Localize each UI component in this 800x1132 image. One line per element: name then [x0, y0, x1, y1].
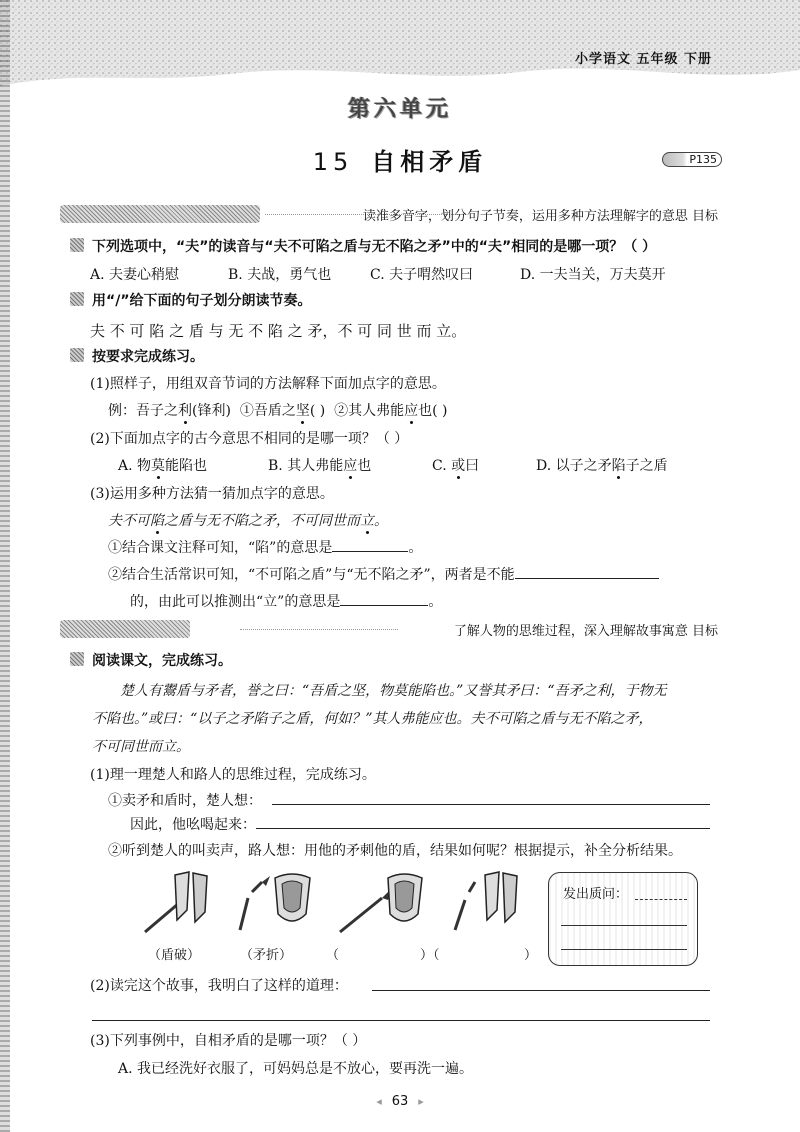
option-text: 子之盾 — [625, 458, 668, 474]
question-3-marker-icon — [70, 348, 84, 362]
right-arrows-icon: ▸ — [418, 1095, 424, 1108]
example-text: 例：吾子之 — [108, 403, 178, 419]
q3-part3-sentence — [108, 510, 388, 530]
dotted-char: 莫 — [151, 458, 166, 474]
spear-hits-shield-icon — [340, 874, 422, 932]
section-tag-icon — [60, 620, 190, 638]
prompt-text: 。 — [428, 594, 443, 610]
dotted-char: 立 — [360, 513, 374, 529]
unit-title: 第六单元 — [347, 97, 452, 122]
q4-part2-answer-line[interactable] — [372, 990, 710, 991]
question-1-marker-icon — [70, 238, 84, 252]
q4-part1-a-label: ①卖矛和盾时，楚人想： — [108, 793, 262, 809]
answer-blank[interactable] — [515, 564, 659, 579]
sentence-text: 之盾与无不陷之矛，不可同世而 — [164, 513, 360, 529]
q3-part2-option-a[interactable] — [118, 455, 207, 475]
both-broken-icon — [455, 872, 517, 930]
section-advanced-header — [60, 620, 718, 638]
dotted-char: 或 — [451, 458, 466, 474]
q3-part2-option-b[interactable] — [268, 455, 371, 475]
q4-part1-b-label: 因此，他吆喝起来： — [130, 817, 256, 833]
option-text: 曰 — [465, 458, 480, 474]
q3-part3-prompt: (3)运用多种方法猜一猜加点字的意思。 — [90, 486, 334, 502]
dotted-char: 陷 — [611, 458, 626, 474]
prompt-text: ②结合生活常识可知，“不可陷之盾”与“无不陷之矛”，两者是不能 — [108, 567, 515, 583]
answer-blank[interactable] — [561, 925, 687, 926]
q3-part3-a — [108, 537, 422, 557]
q3-part3-b — [108, 564, 659, 584]
q4-part2-prompt: (2)读完这个故事，我明白了这样的道理： — [90, 978, 348, 994]
section-basic-header — [60, 205, 718, 223]
broken-shield-icon — [145, 872, 207, 932]
caption-blank-mid[interactable]: ）（ — [420, 948, 440, 963]
q4-part1-c-label: ②听到楚人的叫卖声，路人想：用他的矛刺他的盾，结果如何呢？根据提示，补全分析结果。 — [108, 843, 682, 859]
dotted-char: 利 — [178, 403, 192, 419]
sentence-text: 夫不可 — [108, 513, 150, 529]
section-goal: 读准多音字，划分句子节奏，运用多种方法理解字的意思 目标 — [362, 209, 718, 224]
prompt-text: ①结合课文注释可知，“陷”的意思是 — [108, 540, 333, 556]
dotted-char: 应 — [343, 458, 358, 474]
q3-part2-prompt: (2)下面加点字的古今意思不相同的是哪一项？（ ） — [90, 431, 409, 447]
section-divider — [240, 629, 398, 630]
lesson-name: 自相矛盾 — [371, 148, 488, 176]
sentence-text: 。 — [374, 513, 388, 529]
question-3-stem: 按要求完成练习。 — [92, 349, 204, 365]
q3-part3-c — [130, 591, 442, 611]
option-text: 能陷也 — [165, 458, 208, 474]
book-label: 小学语文 五年级 下册 — [574, 52, 712, 67]
option-text: 也 — [357, 458, 372, 474]
passage-line-3: 不可同世而立。 — [92, 739, 190, 755]
question-4-marker-icon — [70, 652, 84, 666]
q3-part2-option-d[interactable] — [536, 455, 668, 475]
q1-option-b[interactable]: B. 夫战，勇气也 — [228, 267, 332, 283]
question-1-stem: 下列选项中，“夫”的读音与“夫不可陷之盾与无不陷之矛”中的“夫”相同的是哪一项？（ ） — [92, 239, 657, 255]
page-number — [0, 1094, 800, 1109]
q3-part1-prompt: (1)照样子，用组双音节词的方法解释下面加点字的意思。 — [90, 376, 446, 392]
answer-blank[interactable] — [561, 949, 687, 950]
q3-part2-option-c[interactable] — [432, 455, 479, 475]
question-box — [548, 872, 698, 966]
option-text: B. 其人弗能 — [268, 458, 344, 474]
caption-blank-open: （ — [326, 948, 340, 963]
question-2-stem: 用“/”给下面的句子划分朗读节奏。 — [92, 293, 312, 309]
q1-option-c[interactable]: C. 夫子喟然叹曰 — [370, 267, 474, 283]
lesson-number: 15 — [312, 148, 354, 176]
caption-blank-close: ） — [524, 948, 538, 963]
dotted-char: 坚 — [295, 403, 310, 419]
option-text: A. 物 — [118, 458, 152, 474]
item1-text: ①吾盾之 — [239, 403, 296, 419]
caption-shield-broken: （盾破） — [148, 948, 201, 963]
broken-spear-icon — [240, 874, 310, 930]
page-number-text: 63 — [391, 1094, 409, 1109]
q3-part1-example-row — [108, 400, 448, 420]
question-2-marker-icon — [70, 292, 84, 306]
q4-part1-a-answer-line[interactable] — [272, 804, 710, 805]
example-gloss: (锋利) — [192, 403, 231, 419]
item1-answer-blank[interactable]: ( ) — [309, 403, 326, 419]
section-tag-icon — [60, 205, 260, 223]
item2-answer-blank[interactable]: 也( ) — [418, 403, 448, 419]
question-box-label: 发出质问： — [563, 887, 629, 902]
dotted-char: 应 — [404, 403, 419, 419]
prompt-text: 。 — [408, 540, 423, 556]
answer-blank[interactable] — [340, 591, 428, 606]
question-4-stem: 阅读课文，完成练习。 — [92, 653, 232, 669]
q1-option-a[interactable]: A. 夫妻心稍慰 — [90, 267, 180, 283]
page-reference-badge: P135 — [662, 152, 722, 167]
left-arrows-icon: ◂ — [376, 1095, 382, 1108]
passage-line-2: 不陷也。”或曰：“以子之矛陷子之盾，何如？”其人弗能应也。夫不可陷之盾与无不陷之矛， — [92, 711, 653, 727]
q4-part1-prompt: (1)理一理楚人和路人的思维过程，完成练习。 — [90, 767, 376, 783]
prompt-text: 的，由此可以推测出“立”的意思是 — [130, 594, 341, 610]
option-text: D. 以子之矛 — [536, 458, 612, 474]
q4-part3-prompt: (3)下列事例中，自相矛盾的是哪一项？（ ） — [90, 1033, 367, 1049]
q1-option-d[interactable]: D. 一夫当关，万夫莫开 — [520, 267, 666, 283]
section-goal: 了解人物的思维过程，深入理解故事寓意 目标 — [453, 624, 718, 639]
dotted-char: 陷 — [150, 513, 164, 529]
q4-part3-option-a[interactable]: A. 我已经洗好衣服了，可妈妈总是不放心，要再洗一遍。 — [118, 1061, 474, 1077]
option-text: C. — [432, 458, 452, 474]
q4-part2-answer-line-2[interactable] — [92, 1020, 710, 1021]
spear-shield-illustrations — [135, 865, 555, 940]
answer-blank[interactable] — [332, 537, 408, 552]
answer-blank[interactable] — [635, 899, 687, 900]
caption-spear-broken: （矛折） — [240, 948, 293, 963]
item2-text: ②其人弗能 — [334, 403, 405, 419]
q2-sentence[interactable]: 夫 不 可 陷 之 盾 与 无 不 陷 之 矛，不 可 同 世 而 立。 — [90, 322, 467, 340]
q4-part1-b-answer-line[interactable] — [256, 828, 710, 829]
passage-line-1: 楚人有鬻盾与矛者，誉之曰：“吾盾之坚，物莫能陷也。”又誉其矛曰：“吾矛之利，于物无 — [120, 683, 667, 699]
